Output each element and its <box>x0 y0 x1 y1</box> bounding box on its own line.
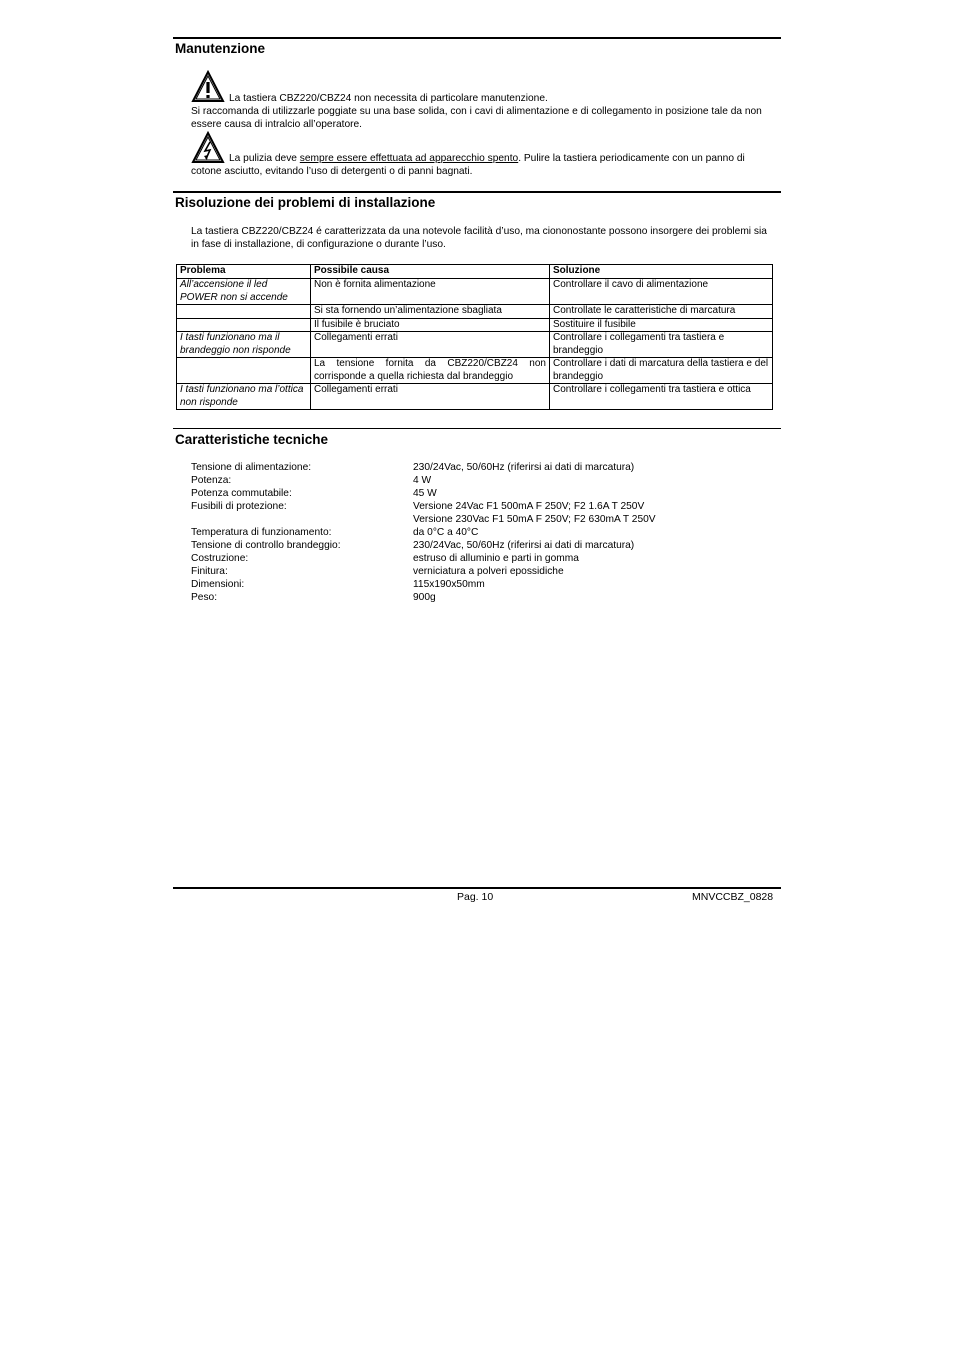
spec-value: verniciatura a polveri epossidiche <box>413 566 564 577</box>
spec-value: 4 W <box>413 475 432 486</box>
troubleshooting-intro: La tastiera CBZ220/CBZ24 é caratterizzata da una notevole facilità d’uso, ma ciononostante possono insorgere dei problemi sia in fase di installazione, di configurazione o durante l’uso. <box>191 226 767 250</box>
document-code: MNVCCBZ_0828 <box>692 891 774 903</box>
maintenance-heading: Manutenzione <box>175 41 265 56</box>
spec-label: Tensione di controllo brandeggio: <box>191 540 341 551</box>
spec-row <box>191 500 773 513</box>
cell-problem: I tasti funzionano ma l’ottica non risponde <box>177 384 311 410</box>
cell-solution: Controllare i dati di marcatura della tastiera e del brandeggio <box>550 358 773 384</box>
table-row <box>177 358 773 384</box>
cell-problem: I tasti funzionano ma il brandeggio non risponde <box>177 332 311 358</box>
spec-label <box>191 513 413 526</box>
cleaning-text-post: . Pulire la tastiera periodicamente con un panno di cotone asciutto, evitando l’uso di detergenti o di panni bagnati. <box>191 153 745 177</box>
warning-text-1: La tastiera CBZ220/CBZ24 non necessita di particolare manutenzione. <box>229 93 548 104</box>
spec-value: 45 W <box>413 488 437 499</box>
troubleshooting-table <box>176 264 773 410</box>
table-row <box>177 305 773 319</box>
cell-problem <box>177 305 311 319</box>
spec-value: 230/24Vac, 50/60Hz (riferirsi ai dati di marcatura) <box>413 540 635 551</box>
maintenance-paragraph: Si raccomanda di utilizzarle poggiate su una base solida, con i cavi di alimentazione e di collegamento in posizione tale da non essere causa di intralcio all’operatore. <box>191 106 762 130</box>
cell-solution: Controllate le caratteristiche di marcatura <box>550 305 773 319</box>
cell-cause: Il fusibile è bruciato <box>311 318 550 332</box>
spec-row <box>191 487 773 500</box>
page-number: Pag. 10 <box>457 891 494 903</box>
spec-row <box>191 578 773 591</box>
cell-problem <box>177 318 311 332</box>
table-row <box>177 332 773 358</box>
cell-solution: Controllare i collegamenti tra tastiera e brandeggio <box>550 332 773 358</box>
spec-value: 115x190x50mm <box>413 579 485 590</box>
spec-row <box>191 552 773 565</box>
spec-value: Versione 24Vac F1 500mA F 250V; F2 1.6A T 250V <box>413 501 645 512</box>
spec-value: da 0°C a 40°C <box>413 527 479 538</box>
troubleshooting-heading: Risoluzione dei problemi di installazione <box>175 195 436 210</box>
spec-label: Tensione di alimentazione: <box>191 462 312 473</box>
cell-problem: All’accensione il led POWER non si accende <box>177 279 311 305</box>
cell-solution: Controllare il cavo di alimentazione <box>550 279 773 305</box>
cell-cause: Collegamenti errati <box>311 332 550 358</box>
spec-row <box>191 565 773 578</box>
spec-label: Peso: <box>191 592 218 603</box>
spec-value: 230/24Vac, 50/60Hz (riferirsi ai dati di marcatura) <box>413 462 635 473</box>
cell-cause: La tensione fornita da CBZ220/CBZ24 non corrisponde a quella richiesta dal brandeggio <box>311 358 550 384</box>
maintenance-warning-text <box>191 92 773 105</box>
section-rule-maintenance <box>173 37 781 39</box>
cleaning-text-underlined: sempre essere effettuata ad apparecchio spento <box>299 153 519 164</box>
specs-heading: Caratteristiche tecniche <box>175 432 329 447</box>
spec-row <box>191 474 773 487</box>
spec-label: Potenza commutabile: <box>191 488 292 499</box>
header-soluzione: Soluzione <box>550 265 773 279</box>
section-rule-specs <box>173 428 781 429</box>
spec-label: Finitura: <box>191 566 228 577</box>
footer-rule <box>173 887 781 889</box>
specs-list <box>191 461 773 604</box>
spec-label: Potenza: <box>191 475 232 486</box>
header-causa: Possibile causa <box>311 265 550 279</box>
section-rule-troubleshooting <box>173 191 781 193</box>
cleaning-text-pre: La pulizia deve <box>229 153 300 164</box>
cleaning-warning-text <box>191 152 773 178</box>
spec-value: estruso di alluminio e parti in gomma <box>413 553 579 564</box>
table-row <box>177 279 773 305</box>
cell-solution: Sostituire il fusibile <box>550 318 773 332</box>
spec-value: Versione 230Vac F1 50mA F 250V; F2 630mA T 250V <box>413 514 656 525</box>
spec-row <box>191 513 773 526</box>
spec-label: Dimensioni: <box>191 579 245 590</box>
cell-cause: Si sta fornendo un’alimentazione sbagliata <box>311 305 550 319</box>
header-problema: Problema <box>177 265 311 279</box>
cell-cause: Collegamenti errati <box>311 384 550 410</box>
spec-row <box>191 591 773 604</box>
spec-label: Costruzione: <box>191 553 249 564</box>
cell-solution: Controllare i collegamenti tra tastiera e ottica <box>550 384 773 410</box>
spec-label: Fusibili di protezione: <box>191 501 287 512</box>
spec-label: Temperatura di funzionamento: <box>191 527 332 538</box>
table-row <box>177 384 773 410</box>
table-header-row <box>177 265 773 279</box>
spec-row <box>191 526 773 539</box>
table-row <box>177 318 773 332</box>
spec-value: 900g <box>413 592 436 603</box>
cell-cause: Non è fornita alimentazione <box>311 279 550 305</box>
cell-problem <box>177 358 311 384</box>
spec-row <box>191 539 773 552</box>
spec-row <box>191 461 773 474</box>
